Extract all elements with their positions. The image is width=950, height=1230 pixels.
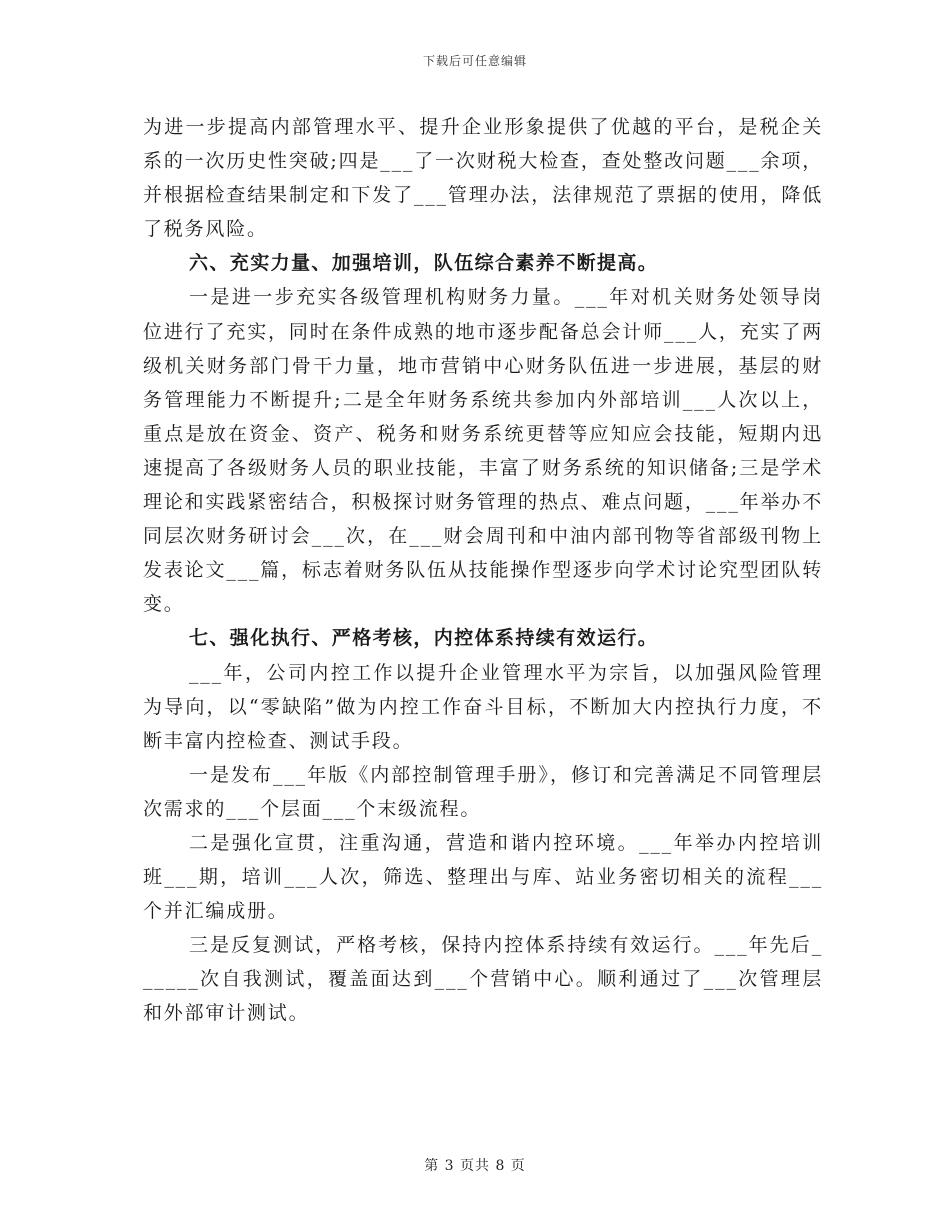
paragraph-continuation: 为进一步提高内部管理水平、提升企业形象提供了优越的平台，是税企关系的一次历史性突破;四是___了一次财税大检查，查处整改问题___余项，并根据检查结果制定和下发了___管理办法，法律规范了票据的使用，降低了税务风险。 — [143, 116, 823, 241]
section-heading-six: 六、充实力量、加强培训，队伍综合素养不断提高。 — [189, 252, 659, 275]
section-heading-seven: 七、强化执行、严格考核，内控体系持续有效运行。 — [189, 627, 659, 650]
page-header: 下载后可任意编辑 — [422, 54, 527, 68]
document-body — [143, 110, 823, 1031]
paragraph-control-testing: 三是反复测试，严格考核，保持内控体系持续有效运行。___年先后______次自我测试，覆盖面达到___个营销中心。顺利通过了___次管理层和外部审计测试。 — [143, 934, 823, 1025]
paragraph-internal-control-intro: ___年，公司内控工作以提升企业管理水平为宗旨，以加强风险管理为导向，以“零缺陷”做为内控工作奋斗目标，不断加大内控执行力度，不断丰富内控检查、测试手段。 — [143, 661, 823, 752]
paragraph-control-training: 二是强化宣贯，注重沟通，营造和谐内控环境。___年举办内控培训班___期，培训___人次，筛选、整理出与库、站业务密切相关的流程___个并汇编成册。 — [143, 831, 823, 923]
page-footer: 第 3 页共 8 页 — [424, 1158, 526, 1174]
paragraph-control-manual: 一是发布___年版《内部控制管理手册》，修订和完善满足不同管理层次需求的___个层面___个末级流程。 — [143, 763, 823, 820]
paragraph-staff-strength: 一是进一步充实各级管理机构财务力量。___年对机关财务处领导岗位进行了充实，同时在条件成熟的地市逐步配备总会计师___人，充实了两级机关财务部门骨干力量，地市营销中心财务队伍进一步进展，基层的财务管理能力不断提升;二是全年财务系统共参加内外部培训___人次以上，重点是放在资金、资产、税务和财务系统更替等应知应会技能，短期内迅速提高了各级财务人员的职业技能，丰富了财务系统的知识储备;三是学术理论和实践紧密结合，积极探讨财务管理的热点、难点问题，___年举办不同层次财务研讨会___次，在___财会周刊和中油内部刊物等省部级刊物上发表论文___篇，标志着财务队伍从技能操作型逐步向学术讨论究型团队转变。 — [143, 286, 823, 616]
